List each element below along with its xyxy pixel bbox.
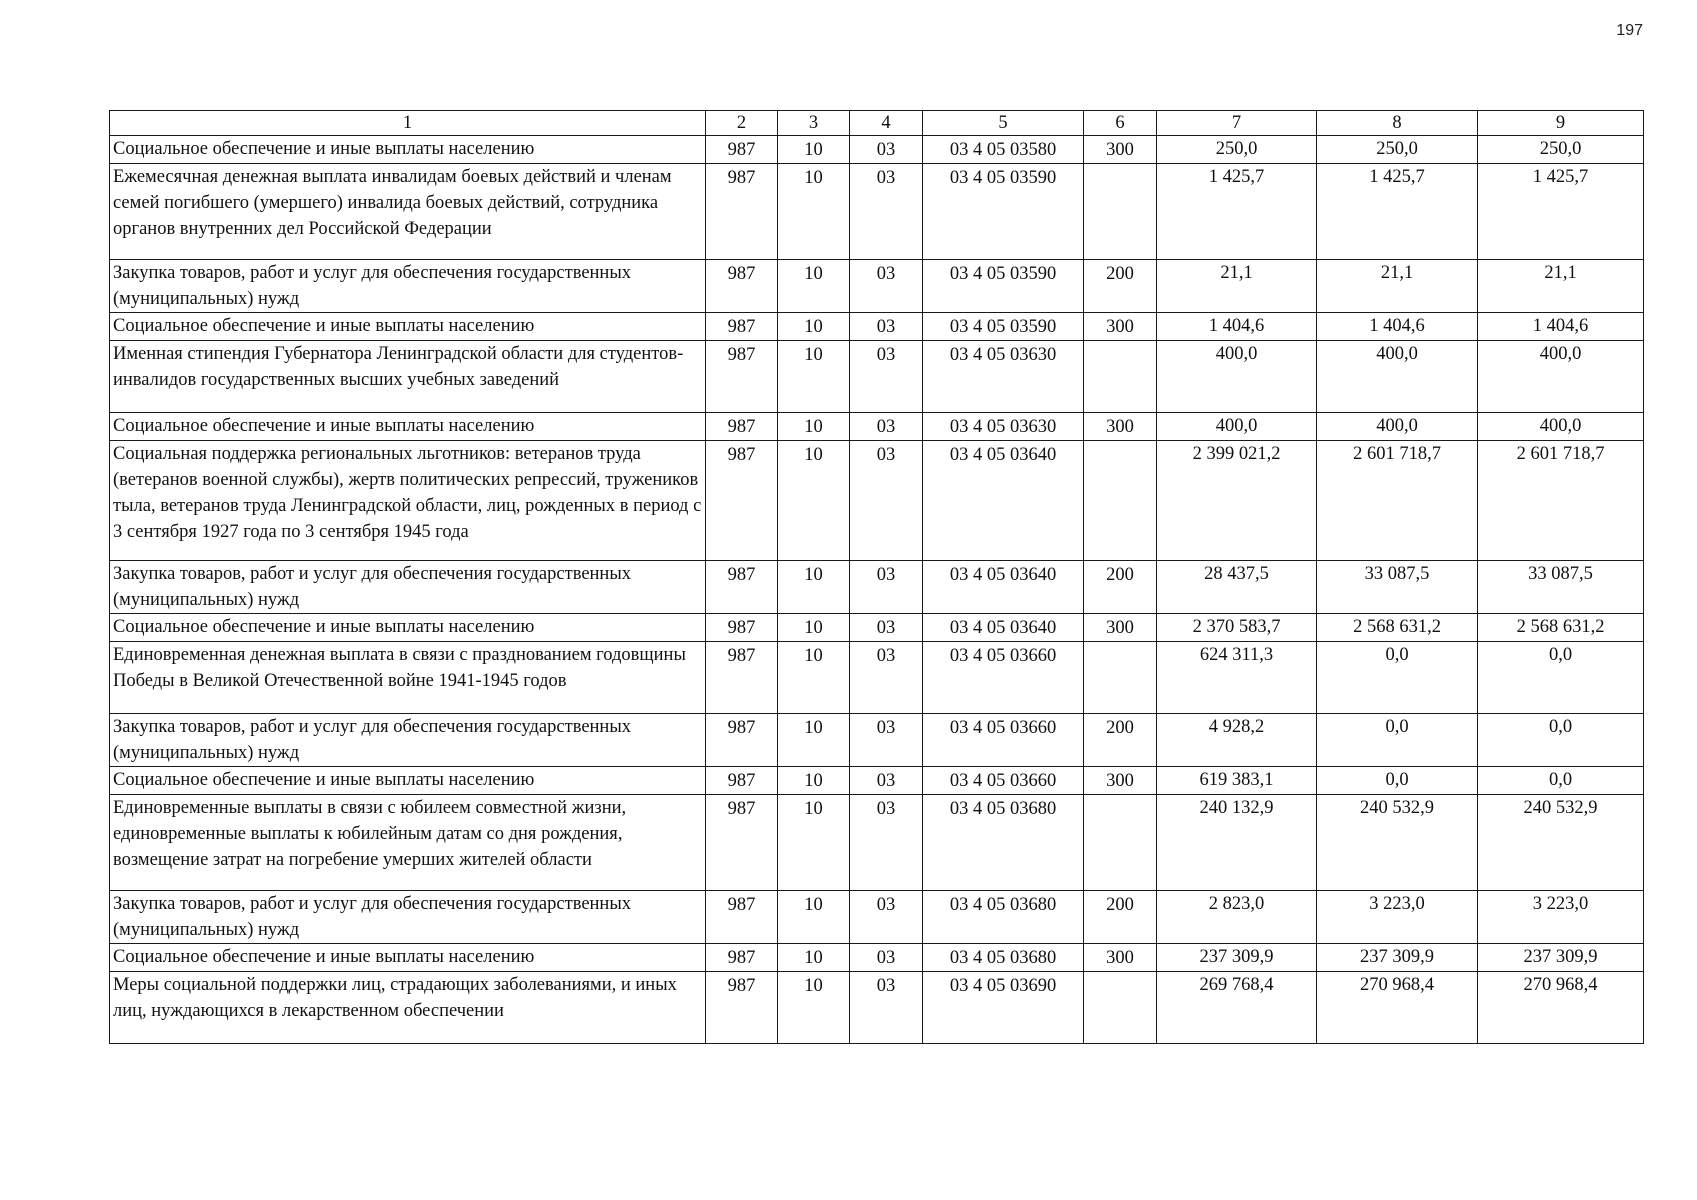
cell-col-8: 2 568 631,2 — [1317, 614, 1478, 642]
cell-col-9: 0,0 — [1478, 642, 1644, 714]
cell-col-3: 10 — [778, 341, 850, 413]
cell-col-7: 1 404,6 — [1157, 313, 1317, 341]
cell-col-2: 987 — [706, 972, 778, 1044]
row-name: Социальное обеспечение и иные выплаты населению — [110, 614, 706, 642]
cell-col-7: 2 399 021,2 — [1157, 441, 1317, 561]
cell-col-3: 10 — [778, 260, 850, 313]
budget-table-container — [109, 110, 1643, 1044]
header-col-8: 8 — [1317, 111, 1478, 136]
cell-col-6: 200 — [1084, 561, 1157, 614]
cell-col-7: 400,0 — [1157, 413, 1317, 441]
cell-col-8: 237 309,9 — [1317, 944, 1478, 972]
cell-col-3: 10 — [778, 313, 850, 341]
cell-col-5: 03 4 05 03590 — [923, 260, 1084, 313]
cell-col-4: 03 — [850, 614, 923, 642]
cell-col-3: 10 — [778, 795, 850, 891]
cell-col-5: 03 4 05 03660 — [923, 714, 1084, 767]
cell-col-3: 10 — [778, 441, 850, 561]
cell-col-4: 03 — [850, 164, 923, 260]
cell-col-6 — [1084, 795, 1157, 891]
cell-col-6 — [1084, 642, 1157, 714]
cell-col-7: 624 311,3 — [1157, 642, 1317, 714]
cell-col-6: 300 — [1084, 136, 1157, 164]
cell-col-9: 270 968,4 — [1478, 972, 1644, 1044]
cell-col-4: 03 — [850, 561, 923, 614]
cell-col-5: 03 4 05 03580 — [923, 136, 1084, 164]
row-name: Социальная поддержка региональных льготников: ветеранов труда (ветеранов военной службы), жертв политических репрессий, тружеников тыла, ветеранов труда Ленинградской области, лиц, рожденных в период с 3 сентября 1927 года по 3 сентября 1945 года — [110, 441, 706, 561]
cell-col-8: 33 087,5 — [1317, 561, 1478, 614]
header-col-6: 6 — [1084, 111, 1157, 136]
cell-col-7: 237 309,9 — [1157, 944, 1317, 972]
cell-col-6: 300 — [1084, 614, 1157, 642]
cell-col-6: 300 — [1084, 767, 1157, 795]
header-col-4: 4 — [850, 111, 923, 136]
cell-col-2: 987 — [706, 136, 778, 164]
cell-col-4: 03 — [850, 944, 923, 972]
table-row — [110, 164, 1644, 260]
cell-col-6 — [1084, 341, 1157, 413]
cell-col-3: 10 — [778, 891, 850, 944]
cell-col-4: 03 — [850, 260, 923, 313]
budget-table — [109, 110, 1644, 1044]
cell-col-6: 300 — [1084, 944, 1157, 972]
cell-col-3: 10 — [778, 136, 850, 164]
cell-col-4: 03 — [850, 413, 923, 441]
cell-col-8: 21,1 — [1317, 260, 1478, 313]
header-col-9: 9 — [1478, 111, 1644, 136]
cell-col-9: 2 601 718,7 — [1478, 441, 1644, 561]
cell-col-2: 987 — [706, 642, 778, 714]
cell-col-4: 03 — [850, 972, 923, 1044]
cell-col-5: 03 4 05 03590 — [923, 313, 1084, 341]
cell-col-8: 400,0 — [1317, 413, 1478, 441]
cell-col-2: 987 — [706, 413, 778, 441]
cell-col-7: 1 425,7 — [1157, 164, 1317, 260]
row-name: Ежемесячная денежная выплата инвалидам боевых действий и членам семей погибшего (умершего) инвалида боевых действий, сотрудника органов внутренних дел Российской Федерации — [110, 164, 706, 260]
table-row — [110, 642, 1644, 714]
table-row — [110, 614, 1644, 642]
row-name: Закупка товаров, работ и услуг для обеспечения государственных (муниципальных) нужд — [110, 561, 706, 614]
row-name: Социальное обеспечение и иные выплаты населению — [110, 413, 706, 441]
cell-col-6: 300 — [1084, 313, 1157, 341]
cell-col-9: 237 309,9 — [1478, 944, 1644, 972]
row-name: Социальное обеспечение и иные выплаты населению — [110, 944, 706, 972]
table-row — [110, 341, 1644, 413]
cell-col-5: 03 4 05 03680 — [923, 891, 1084, 944]
table-body — [110, 136, 1644, 1044]
cell-col-5: 03 4 05 03590 — [923, 164, 1084, 260]
cell-col-6 — [1084, 164, 1157, 260]
cell-col-6: 300 — [1084, 413, 1157, 441]
cell-col-2: 987 — [706, 944, 778, 972]
header-col-5: 5 — [923, 111, 1084, 136]
cell-col-5: 03 4 05 03680 — [923, 795, 1084, 891]
cell-col-8: 3 223,0 — [1317, 891, 1478, 944]
cell-col-5: 03 4 05 03640 — [923, 614, 1084, 642]
cell-col-8: 2 601 718,7 — [1317, 441, 1478, 561]
cell-col-4: 03 — [850, 341, 923, 413]
cell-col-3: 10 — [778, 944, 850, 972]
table-row — [110, 767, 1644, 795]
row-name: Закупка товаров, работ и услуг для обеспечения государственных (муниципальных) нужд — [110, 260, 706, 313]
cell-col-5: 03 4 05 03660 — [923, 642, 1084, 714]
cell-col-3: 10 — [778, 972, 850, 1044]
header-col-7: 7 — [1157, 111, 1317, 136]
table-row — [110, 714, 1644, 767]
cell-col-7: 400,0 — [1157, 341, 1317, 413]
cell-col-7: 21,1 — [1157, 260, 1317, 313]
cell-col-9: 0,0 — [1478, 767, 1644, 795]
cell-col-9: 240 532,9 — [1478, 795, 1644, 891]
cell-col-8: 250,0 — [1317, 136, 1478, 164]
table-row — [110, 136, 1644, 164]
cell-col-8: 0,0 — [1317, 642, 1478, 714]
cell-col-8: 400,0 — [1317, 341, 1478, 413]
cell-col-4: 03 — [850, 795, 923, 891]
cell-col-5: 03 4 05 03680 — [923, 944, 1084, 972]
table-row — [110, 972, 1644, 1044]
cell-col-8: 270 968,4 — [1317, 972, 1478, 1044]
cell-col-9: 33 087,5 — [1478, 561, 1644, 614]
header-col-3: 3 — [778, 111, 850, 136]
cell-col-5: 03 4 05 03630 — [923, 341, 1084, 413]
cell-col-2: 987 — [706, 441, 778, 561]
cell-col-7: 2 823,0 — [1157, 891, 1317, 944]
cell-col-6: 200 — [1084, 260, 1157, 313]
row-name: Единовременные выплаты в связи с юбилеем совместной жизни, единовременные выплаты к юбилейным датам со дня рождения, возмещение затрат на погребение умерших жителей области — [110, 795, 706, 891]
cell-col-7: 2 370 583,7 — [1157, 614, 1317, 642]
row-name: Единовременная денежная выплата в связи с празднованием годовщины Победы в Великой Отечественной войне 1941-1945 годов — [110, 642, 706, 714]
cell-col-3: 10 — [778, 642, 850, 714]
cell-col-7: 269 768,4 — [1157, 972, 1317, 1044]
cell-col-8: 240 532,9 — [1317, 795, 1478, 891]
row-name: Именная стипендия Губернатора Ленинградской области для студентов-инвалидов государственных высших учебных заведений — [110, 341, 706, 413]
table-row — [110, 561, 1644, 614]
cell-col-3: 10 — [778, 767, 850, 795]
row-name: Социальное обеспечение и иные выплаты населению — [110, 767, 706, 795]
cell-col-9: 400,0 — [1478, 413, 1644, 441]
table-row — [110, 441, 1644, 561]
table-row — [110, 313, 1644, 341]
cell-col-5: 03 4 05 03640 — [923, 561, 1084, 614]
row-name: Закупка товаров, работ и услуг для обеспечения государственных (муниципальных) нужд — [110, 714, 706, 767]
header-row — [110, 111, 1644, 136]
cell-col-2: 987 — [706, 767, 778, 795]
cell-col-5: 03 4 05 03630 — [923, 413, 1084, 441]
cell-col-3: 10 — [778, 413, 850, 441]
cell-col-4: 03 — [850, 441, 923, 561]
cell-col-3: 10 — [778, 714, 850, 767]
cell-col-2: 987 — [706, 614, 778, 642]
cell-col-7: 250,0 — [1157, 136, 1317, 164]
cell-col-8: 1 425,7 — [1317, 164, 1478, 260]
cell-col-2: 987 — [706, 164, 778, 260]
cell-col-2: 987 — [706, 260, 778, 313]
cell-col-9: 21,1 — [1478, 260, 1644, 313]
cell-col-4: 03 — [850, 767, 923, 795]
cell-col-6 — [1084, 441, 1157, 561]
cell-col-8: 0,0 — [1317, 714, 1478, 767]
cell-col-4: 03 — [850, 714, 923, 767]
cell-col-2: 987 — [706, 891, 778, 944]
table-row — [110, 795, 1644, 891]
cell-col-2: 987 — [706, 341, 778, 413]
row-name: Социальное обеспечение и иные выплаты населению — [110, 136, 706, 164]
cell-col-3: 10 — [778, 614, 850, 642]
cell-col-7: 240 132,9 — [1157, 795, 1317, 891]
cell-col-9: 400,0 — [1478, 341, 1644, 413]
cell-col-6 — [1084, 972, 1157, 1044]
cell-col-2: 987 — [706, 313, 778, 341]
row-name: Меры социальной поддержки лиц, страдающих заболеваниями, и иных лиц, нуждающихся в лекарственном обеспечении — [110, 972, 706, 1044]
cell-col-5: 03 4 05 03690 — [923, 972, 1084, 1044]
cell-col-9: 250,0 — [1478, 136, 1644, 164]
table-row — [110, 891, 1644, 944]
header-col-2: 2 — [706, 111, 778, 136]
cell-col-4: 03 — [850, 136, 923, 164]
cell-col-2: 987 — [706, 714, 778, 767]
cell-col-4: 03 — [850, 891, 923, 944]
row-name: Социальное обеспечение и иные выплаты населению — [110, 313, 706, 341]
cell-col-6: 200 — [1084, 891, 1157, 944]
cell-col-9: 3 223,0 — [1478, 891, 1644, 944]
cell-col-9: 1 404,6 — [1478, 313, 1644, 341]
table-row — [110, 944, 1644, 972]
cell-col-3: 10 — [778, 561, 850, 614]
cell-col-5: 03 4 05 03660 — [923, 767, 1084, 795]
cell-col-6: 200 — [1084, 714, 1157, 767]
cell-col-9: 2 568 631,2 — [1478, 614, 1644, 642]
cell-col-7: 28 437,5 — [1157, 561, 1317, 614]
cell-col-2: 987 — [706, 795, 778, 891]
header-col-1: 1 — [110, 111, 706, 136]
cell-col-9: 1 425,7 — [1478, 164, 1644, 260]
table-row — [110, 260, 1644, 313]
cell-col-3: 10 — [778, 164, 850, 260]
cell-col-7: 4 928,2 — [1157, 714, 1317, 767]
table-row — [110, 413, 1644, 441]
cell-col-8: 0,0 — [1317, 767, 1478, 795]
cell-col-4: 03 — [850, 642, 923, 714]
cell-col-2: 987 — [706, 561, 778, 614]
cell-col-9: 0,0 — [1478, 714, 1644, 767]
cell-col-5: 03 4 05 03640 — [923, 441, 1084, 561]
row-name: Закупка товаров, работ и услуг для обеспечения государственных (муниципальных) нужд — [110, 891, 706, 944]
cell-col-4: 03 — [850, 313, 923, 341]
cell-col-7: 619 383,1 — [1157, 767, 1317, 795]
page-number: 197 — [1616, 22, 1643, 39]
cell-col-8: 1 404,6 — [1317, 313, 1478, 341]
